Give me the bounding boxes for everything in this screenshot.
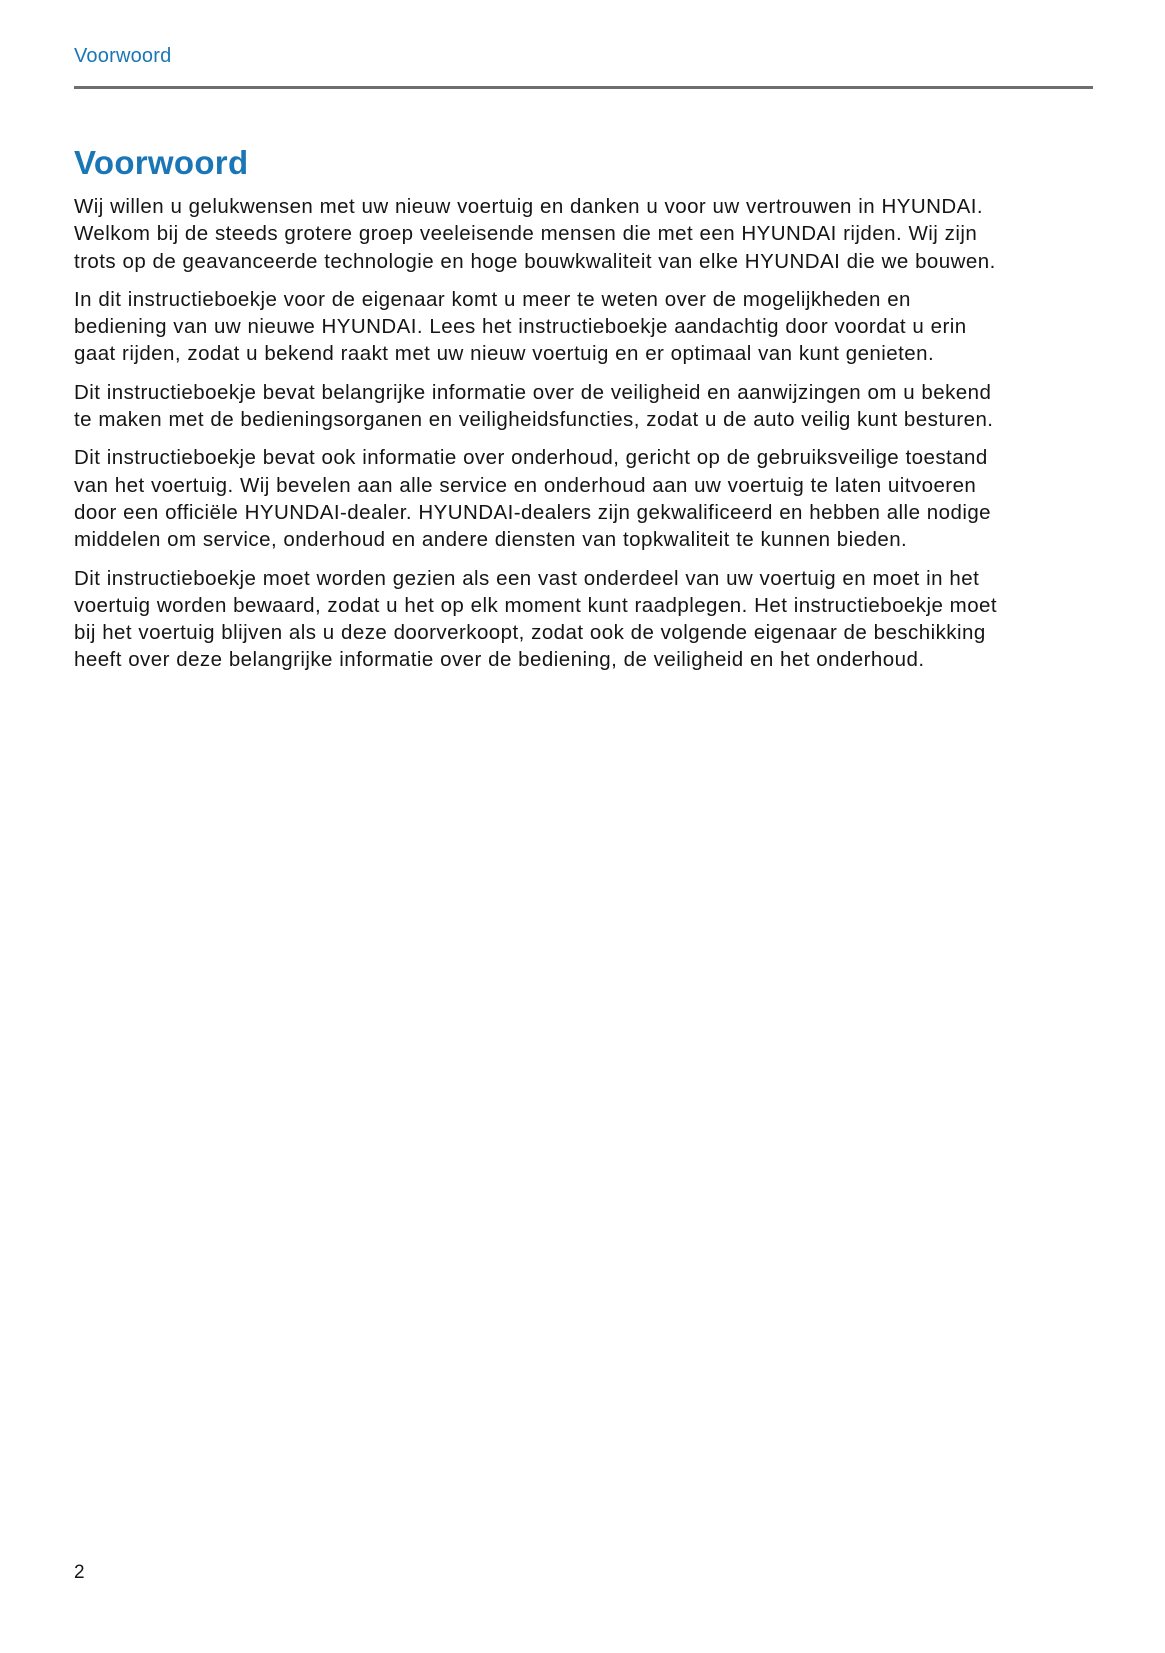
page-title: Voorwoord: [74, 144, 249, 181]
body-paragraph: Dit instructieboekje bevat belangrijke informatie over de veiligheid en aanwijzingen om u bekend te maken met de bedieningsorganen en veiligheidsfuncties, zodat u de auto veilig kunt besturen.: [74, 380, 994, 432]
body-paragraph: Dit instructieboekje moet worden gezien als een vast onderdeel van uw voertuig en moet in het voertuig worden bewaard, zodat u het op elk moment kunt raadplegen. Het instructieboekje moet bij het voertuig blijven als u deze doorverkoopt, zodat ook de volgende eigenaar de beschikking heeft over deze belangrijke informatie over de bediening, de veiligheid en het onderhoud.: [74, 566, 998, 672]
page-number: 2: [74, 1562, 85, 1583]
body-paragraph: Wij willen u gelukwensen met uw nieuw voertuig en danken u voor uw vertrouwen in HYUNDAI. Welkom bij de steeds grotere groep veeleisende mensen die met een HYUNDAI rijden. Wij zijn trots op de geavanceerde technologie en hoge bouwkwaliteit van elke HYUNDAI die we bouwen.: [74, 195, 996, 273]
running-header-label: Voorwoord: [74, 45, 172, 67]
header-divider: [74, 86, 1093, 89]
body-paragraph: In dit instructieboekje voor de eigenaar komt u meer te weten over de mogelijkheden en bediening van uw nieuwe HYUNDAI. Lees het instructieboekje aandachtig door voordat u erin gaat rijden, zodat u bekend raakt met uw nieuw voertuig en er optimaal van kunt genieten.: [74, 287, 967, 366]
body-paragraph: Dit instructieboekje bevat ook informatie over onderhoud, gericht op de gebruiksveilige toestand van het voertuig. Wij bevelen aan alle service en onderhoud aan uw voertuig te laten uitvoeren door een officiële HYUNDAI-dealer. HYUNDAI-dealers zijn gekwalificeerd en hebben alle nodige middelen om service, onderhoud en andere diensten van topkwaliteit te kunnen bieden.: [74, 446, 992, 552]
running-header: [74, 44, 1093, 68]
page-content: [74, 143, 1004, 674]
